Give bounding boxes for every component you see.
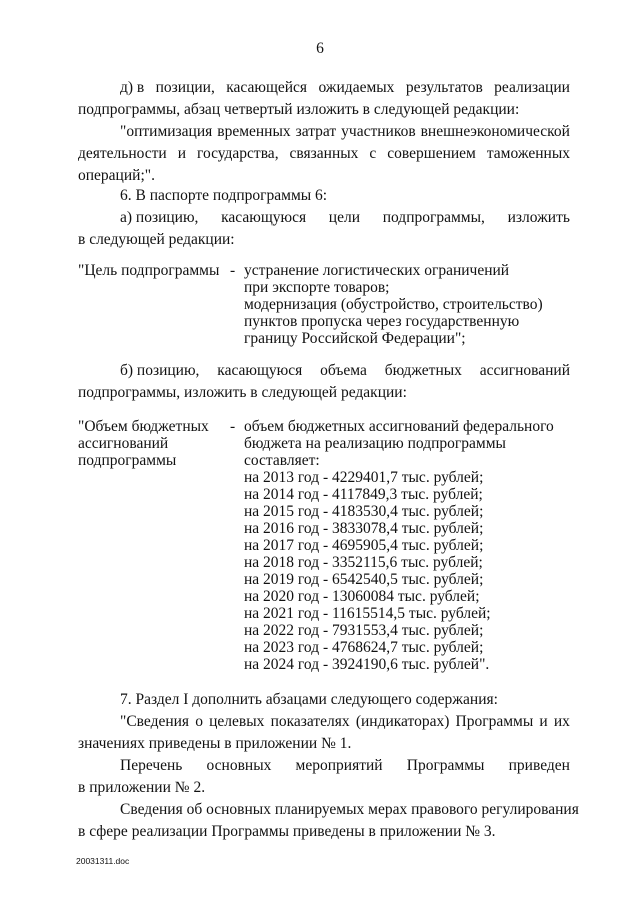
goal-line: пунктов пропуска через государственную bbox=[244, 313, 520, 330]
volume-label-line: подпрограммы bbox=[78, 452, 177, 469]
word: касающейся bbox=[226, 79, 308, 96]
item7-p2-line2: в приложении № 2. bbox=[78, 779, 206, 796]
goal-block bbox=[0, 262, 640, 352]
word: подпрограммы, bbox=[382, 209, 485, 226]
page-number: 6 bbox=[316, 40, 324, 57]
word: приведен bbox=[508, 757, 570, 774]
volume-block bbox=[0, 418, 640, 678]
item6-a-line1 bbox=[120, 208, 570, 228]
section-d-line1 bbox=[120, 78, 570, 98]
word: бюджетных bbox=[384, 362, 462, 379]
item7-p1-line2: значениях приведены в приложении № 1. bbox=[78, 735, 352, 752]
item7-p1-line1 bbox=[120, 712, 570, 732]
word: показателях bbox=[270, 713, 350, 730]
word: касающуюся bbox=[217, 362, 303, 379]
word: основных bbox=[206, 757, 272, 774]
footer-filename: 20031311.doc bbox=[76, 856, 130, 866]
word: деятельности bbox=[78, 145, 167, 162]
volume-dash: - bbox=[230, 418, 236, 435]
word: д) в bbox=[120, 79, 145, 96]
word: Программы bbox=[406, 757, 485, 774]
goal-line: модернизация (обустройство, строительство) bbox=[244, 296, 543, 313]
item7-p3-line2: в сфере реализации Программы приведены в приложении № 3. bbox=[78, 823, 496, 840]
volume-year-line: на 2022 год - 7931553,4 тыс. рублей; bbox=[244, 622, 484, 639]
word: с bbox=[369, 145, 377, 162]
word: внешнеэкономической bbox=[420, 123, 570, 140]
word: мероприятий bbox=[295, 757, 383, 774]
volume-intro-line: объем бюджетных ассигнований федерального bbox=[244, 418, 554, 435]
word: касающуюся bbox=[221, 209, 307, 226]
word: ассигнований bbox=[479, 362, 570, 379]
word: временных bbox=[217, 123, 291, 140]
word: "оптимизация bbox=[120, 123, 213, 140]
goal-line: при экспорте товаров; bbox=[244, 279, 390, 296]
word: целевых bbox=[209, 713, 265, 730]
word: их bbox=[553, 713, 570, 730]
volume-label-line: ассигнований bbox=[78, 435, 169, 452]
word: Программы bbox=[455, 713, 534, 730]
volume-year-line: на 2017 год - 4695905,4 тыс. рублей; bbox=[244, 537, 484, 554]
quote-line2 bbox=[78, 144, 570, 164]
volume-year-line: на 2015 год - 4183530,4 тыс. рублей; bbox=[244, 503, 484, 520]
volume-year-line: на 2020 год - 13060084 тыс. рублей; bbox=[244, 588, 480, 605]
volume-year-line: на 2021 год - 11615514,5 тыс. рублей; bbox=[244, 605, 491, 622]
word: таможенных bbox=[486, 145, 570, 162]
quote-line3: операций;". bbox=[78, 167, 155, 184]
item7-p2-line1 bbox=[120, 756, 570, 776]
goal-label: "Цель подпрограммы bbox=[78, 262, 220, 279]
word: о bbox=[195, 713, 203, 730]
word: ожидаемых bbox=[318, 79, 395, 96]
word: совершением bbox=[387, 145, 476, 162]
word: реализации bbox=[494, 79, 570, 96]
word: участников bbox=[341, 123, 416, 140]
volume-year-line: на 2018 год - 3352115,6 тыс. рублей; bbox=[244, 554, 483, 571]
goal-line: границу Российской Федерации"; bbox=[244, 330, 466, 347]
item6-b-line1 bbox=[120, 361, 570, 381]
section-d-line2: подпрограммы, абзац четвертый изложить в следующей редакции: bbox=[78, 101, 520, 118]
word: результатов bbox=[405, 79, 483, 96]
volume-label-line: "Объем бюджетных bbox=[78, 418, 209, 435]
goal-dash: - bbox=[230, 262, 236, 279]
item6-heading: 6. В паспорте подпрограммы 6: bbox=[120, 187, 328, 204]
word: объема bbox=[320, 362, 367, 379]
word: и bbox=[539, 713, 548, 730]
word: связанных bbox=[289, 145, 359, 162]
word: цели bbox=[328, 209, 361, 226]
item6-a-line2: в следующей редакции: bbox=[78, 231, 235, 248]
word: "Сведения bbox=[120, 713, 190, 730]
volume-year-line: на 2016 год - 3833078,4 тыс. рублей; bbox=[244, 520, 484, 537]
volume-intro-line: составляет: bbox=[244, 452, 320, 469]
volume-year-line: на 2024 год - 3924190,6 тыс. рублей". bbox=[244, 656, 490, 673]
goal-line: устранение логистических ограничений bbox=[244, 262, 510, 279]
quote-line1 bbox=[120, 122, 570, 142]
word: и bbox=[177, 145, 186, 162]
volume-year-line: на 2014 год - 4117849,3 тыс. рублей; bbox=[244, 486, 483, 503]
volume-year-line: на 2019 год - 6542540,5 тыс. рублей; bbox=[244, 571, 484, 588]
volume-intro-line: бюджета на реализацию подпрограммы bbox=[244, 435, 506, 452]
volume-year-line: на 2013 год - 4229401,7 тыс. рублей; bbox=[244, 469, 484, 486]
word: затрат bbox=[295, 123, 337, 140]
item6-b-line2: подпрограммы, изложить в следующей редакции: bbox=[78, 384, 407, 401]
word: б) позицию, bbox=[120, 362, 200, 379]
item7-heading: 7. Раздел I дополнить абзацами следующего содержания: bbox=[120, 691, 498, 708]
word: а) позицию, bbox=[120, 209, 199, 226]
word: государства, bbox=[196, 145, 279, 162]
word: (индикаторах) bbox=[355, 713, 450, 730]
word: Перечень bbox=[120, 757, 183, 774]
word: изложить bbox=[507, 209, 570, 226]
word: позиции, bbox=[155, 79, 215, 96]
volume-year-line: на 2023 год - 4768624,7 тыс. рублей; bbox=[244, 639, 484, 656]
item7-p3-line1: Сведения об основных планируемых мерах правового регулирования bbox=[120, 801, 579, 818]
